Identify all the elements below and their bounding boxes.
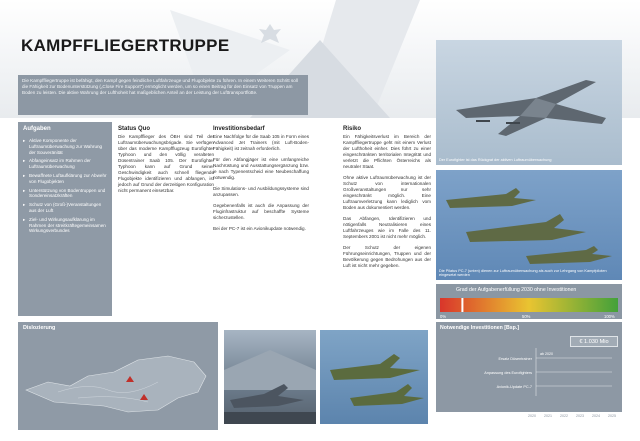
investments-panel (436, 322, 622, 412)
investment-row-label: Anpassung des Eurofighters (484, 371, 532, 375)
fulfillment-ticks (436, 314, 622, 320)
investment-row-label: Avionik-Update PC-7 (496, 385, 532, 389)
year-label: 2021 (544, 414, 552, 418)
fulfillment-title: Grad der Aufgabenerfüllung 2030 ohne Investitionen (456, 287, 577, 293)
saab-jet-icon (320, 330, 428, 424)
photo-caption: Der Eurofighter ist das Rückgrat der aktiven Luftraumüberwachung (439, 158, 552, 162)
risiko-paragraph: Das Abfangen, Identifizieren und nötigenfalls Neutralisieren eines Luftfahrzeuges wie im Falle des 11. Septembers 2001 ist nicht mehr möglich. (343, 216, 431, 239)
eurofighter-jet-icon (436, 40, 622, 165)
map-panel (18, 322, 218, 430)
status-quo-heading: Status Quo (118, 126, 151, 132)
status-quo-column (118, 126, 214, 199)
investitionsbedarf-paragraph: Für den Abfangjäger ist eine umfangreiche Nachrüstung und Ausstattungsergänzung bzw. je nach Typenentscheid eine Neubeschaffung notwendig. (213, 157, 309, 180)
task-item: ▸ Schutz von (Groß-)Veranstaltungen aus der Luft (23, 202, 107, 214)
investitionsbedarf-paragraph: Bei der PC-7 ist ein Avionikupdate notwendig. (213, 226, 306, 231)
fulfillment-panel (436, 284, 622, 319)
investment-row (498, 352, 612, 361)
task-list (23, 138, 107, 234)
year-label: 2025 (608, 414, 616, 418)
task-item: ▸ Bewaffnete Luftaufklärung zur Abwehr von Flugobjekten (23, 173, 107, 185)
investitionsbedarf-paragraph: Eine Nachfolge für die Saab 105 in Form eines Advanced Jet Trainers (mit Luft-Boden-Fähigkeit) ist zeitnah erforderlich. (213, 134, 309, 151)
task-item: ▸ Abfangeinsatz im Rahmen der Luftraumüberwachung (23, 158, 107, 170)
task-item: ▸ Aktive Komponente der Luftraumüberwachung zur Wahrung der Souveränität (23, 138, 107, 155)
investments-title: Notwendige Investitionen [Bsp.] (440, 325, 519, 331)
risiko-heading: Risiko (343, 126, 362, 132)
propeller-plane-icon (436, 170, 622, 280)
investment-row-label: Ersatz Düsentrainer (498, 357, 532, 361)
photo-pc7 (436, 170, 622, 280)
sidebar-aufgaben (18, 122, 112, 316)
tick-label: 0% (440, 314, 447, 319)
risiko-paragraph: Ohne aktive Luftraumüberwachung ist der Schutz von internationalen Großveranstaltungen nur sehr eingeschränkt möglich. Eine Luftraumverletzung kann lediglich vom Boden aus dokumentiert werden. (343, 175, 431, 210)
intro-text: Die Kampffliegertruppe ist befähigt, den Kampf gegen feindliche Luftfahrzeuge und Flugobjekte zu führen. In einem Weiteren Schritt soll die Fähigkeit zur Bodenunterstützung („Close Fire Support“) ermöglicht werden, um so einen Beitrag für den Einsatz von Truppen am Boden zu leisten. Die aktive Wahrung der Lufthoheit hat maßgeblichen Anteil an der Leistung der Lufttransportflotte. (18, 75, 308, 115)
investment-row-value: ab 2020 (540, 352, 553, 356)
investitionsbedarf-paragraph: Die Simulations- und Ausbildungssysteme sind anzupassen. (213, 186, 309, 197)
risiko-paragraph: Der Schutz der eigenen Führungseinrichtungen, Truppen und der Bevölkerung gegen Bedrohungen aus der Luft ist nicht mehr gegeben. (343, 245, 431, 268)
investitionsbedarf-heading: Investitionsbedarf (213, 126, 265, 132)
map-title: Dislozierung (23, 325, 56, 331)
investitionsbedarf-paragraph: Gegebenenfalls ist auch die Anpassung der Fluginfrastruktur auf beschaffte Systeme sicherzustellen. (213, 203, 309, 220)
investitionsbedarf-column (213, 126, 309, 237)
photo-hangar (224, 330, 316, 424)
photo-saab-formation (320, 330, 428, 424)
investment-row (497, 385, 612, 389)
page-title: KAMPFFLIEGERTRUPPE (21, 36, 230, 55)
task-item: ▸ Ziel- und Wirkungsaufklärung im Rahmen der streitkräftegemeinsamen Wirkungsverbundes (23, 217, 107, 234)
austria-map-icon (18, 332, 218, 430)
investment-row (484, 371, 612, 375)
year-label: 2024 (592, 414, 600, 418)
fulfillment-marker (461, 298, 463, 312)
eagle-emblem-icon (255, 20, 285, 50)
investments-total: € 1.030 Mio (570, 336, 618, 347)
status-quo-paragraph: Die Kampfflieger des ÖBH sind Teil der Luftraumüberwachungsbrigade. Sie verfügen über das moderne Kampfflugzeug Eurofighter Typhoon und den völlig veralteten Düsentrainer Saab 105. Der Eurofighter Typhoon kann auf Grund seiner Geschwindigkeit auch schnell fliegende Flugobjekte identifizieren und abfangen, ist jedoch auf Grund der derzeitigen Konfiguration nicht permanent einsetzbar. (118, 134, 214, 193)
sidebar-title: Aufgaben (23, 126, 51, 132)
photo-eurofighter (436, 40, 622, 165)
investments-timeline (436, 348, 622, 412)
year-label: 2023 (576, 414, 584, 418)
fulfillment-gradient-bar (440, 298, 618, 312)
years-axis (528, 414, 622, 422)
tick-label: 50% (522, 314, 531, 319)
task-item: ▸ Unterstützung von Bodentruppen und Sondereinsatzkräften (23, 188, 107, 200)
photo-caption: Die Pilatus PC-7 (unten) dienen zur Luftraumüberwachung als auch zur Lehrgang von Kampfpiloten eingesetzt werden (439, 269, 607, 277)
risiko-column (343, 126, 431, 274)
year-label: 2020 (528, 414, 536, 418)
tick-label: 100% (604, 314, 615, 319)
year-label: 2022 (560, 414, 568, 418)
hangar-jets-icon (224, 330, 316, 424)
risiko-paragraph: Ein Fähigkeitsverlust im Bereich der Kampffliegertruppe geht mit einem Verlust der Lufthoheit einher. Dies führt zu einer eingeschränkten territorialen Integrität und verletzt die Pflichten Österreichs als neutraler Staat. (343, 134, 431, 169)
